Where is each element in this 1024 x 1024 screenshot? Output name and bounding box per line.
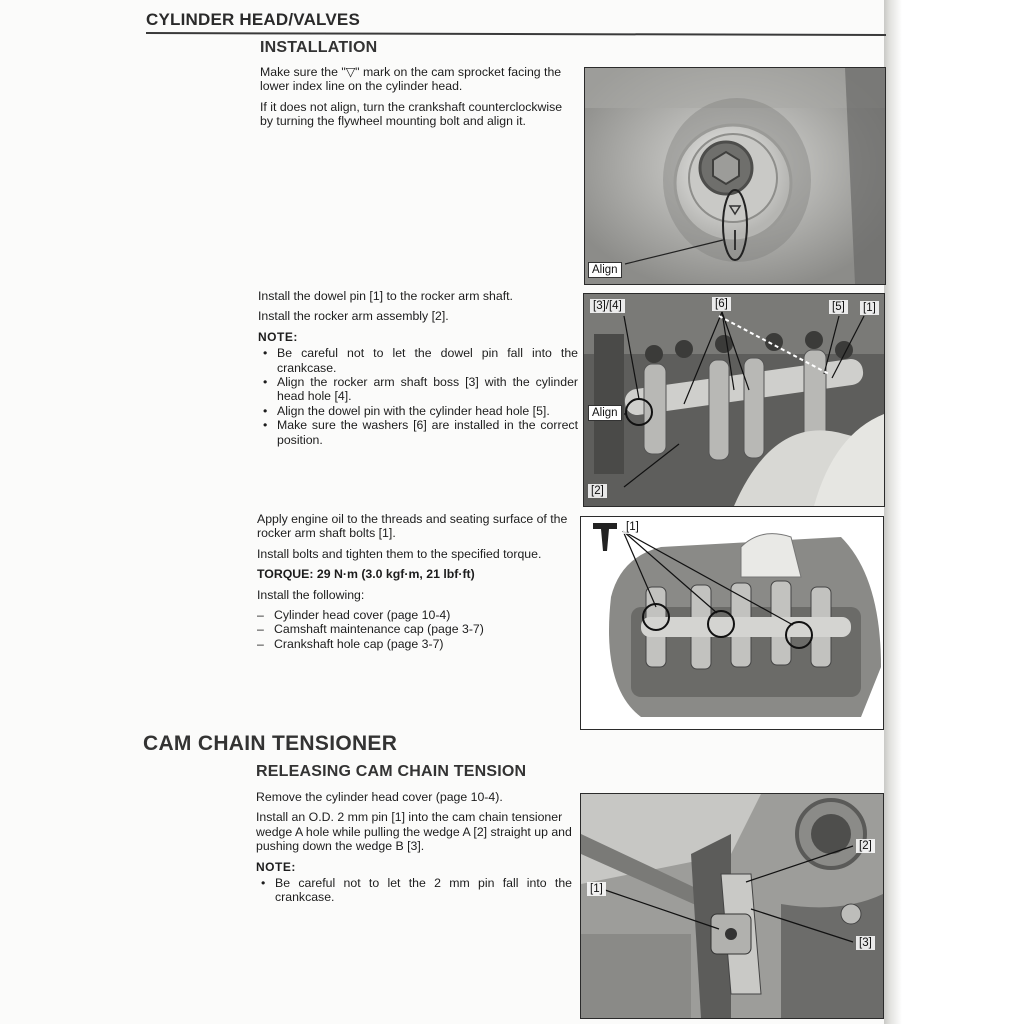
step3-text — [257, 512, 577, 651]
step2-text — [258, 289, 578, 447]
installation-heading: INSTALLATION — [260, 39, 378, 56]
section-header: CYLINDER HEAD/VALVES — [146, 10, 361, 29]
cam-chain-title: CAM CHAIN TENSIONER — [143, 732, 398, 755]
install-list-item: – Crankshaft hole cap (page 3-7) — [257, 636, 444, 651]
install-list-item: – Camshaft maintenance cap (page 3-7) — [257, 622, 484, 637]
figure4-label-1: [1] — [587, 882, 606, 896]
figure-tensioner-photo — [580, 793, 884, 1019]
page-edge-shadow — [884, 0, 1024, 1024]
figure2-label-3-4: [3]/[4] — [590, 299, 625, 313]
step1-para-2: If it does not align, turn the crankshaft counterclockwise by turning the flywheel mounting bolt and align it. — [260, 99, 563, 129]
install-list-item: – Cylinder head cover (page 10-4) — [257, 608, 451, 623]
figure-rocker-arm-photo — [583, 293, 885, 507]
step3-para-2: Install bolts and tighten them to the specified torque. — [257, 546, 542, 561]
cam-chain-para-1: Remove the cylinder head cover (page 10-4). — [256, 790, 503, 804]
note-item: • Be careful not to let the dowel pin fall into the crankcase. — [263, 346, 578, 375]
step1-text — [260, 65, 578, 135]
cam-chain-note-label: NOTE: — [256, 859, 296, 874]
cam-chain-text — [256, 790, 572, 905]
torque-spec: TORQUE: 29 N·m (3.0 kgf·m, 21 lbf·ft) — [257, 567, 475, 582]
figure-rocker-bolts-photo — [580, 516, 884, 730]
figure4-label-2: [2] — [856, 839, 875, 853]
figure1-align-label: Align — [588, 262, 622, 278]
figure4-label-3: [3] — [856, 936, 875, 950]
step2-para-2: Install the rocker arm assembly [2]. — [258, 309, 449, 324]
note-label: NOTE: — [258, 329, 298, 344]
figure2-label-1: [1] — [860, 301, 879, 315]
step1-para-1: Make sure the "▽" mark on the cam sprocket facing the lower index line on the cylinder head. — [260, 65, 562, 94]
figure2-label-6: [6] — [712, 297, 731, 311]
figure-cam-sprocket-photo — [584, 67, 886, 285]
header-rule — [146, 32, 886, 36]
note-item: • Align the dowel pin with the cylinder head hole [5]. — [263, 403, 550, 418]
step3-para-1: Apply engine oil to the threads and seating surface of the rocker arm shaft bolts [1]. — [257, 512, 568, 541]
figure2-label-2: [2] — [588, 484, 607, 498]
figure3-label-1: [1] — [623, 520, 642, 534]
figure2-label-5: [5] — [829, 300, 848, 314]
cam-chain-para-2: Install an O.D. 2 mm pin [1] into the cam chain tensioner wedge A hole while pulling the wedge A [2] straight up and pushing down the wedge B [3]. — [256, 810, 572, 854]
cam-chain-note-item: • Be careful not to let the 2 mm pin fall into the crankcase. — [261, 876, 572, 905]
step2-para-1: Install the dowel pin [1] to the rocker arm shaft. — [258, 289, 513, 303]
releasing-heading: RELEASING CAM CHAIN TENSION — [256, 763, 527, 780]
note-item: • Align the rocker arm shaft boss [3] with the cylinder head hole [4]. — [263, 375, 578, 404]
install-following: Install the following: — [257, 587, 365, 602]
note-item: • Make sure the washers [6] are installed in the correct position. — [263, 418, 578, 447]
figure2-align-label: Align — [588, 405, 622, 421]
